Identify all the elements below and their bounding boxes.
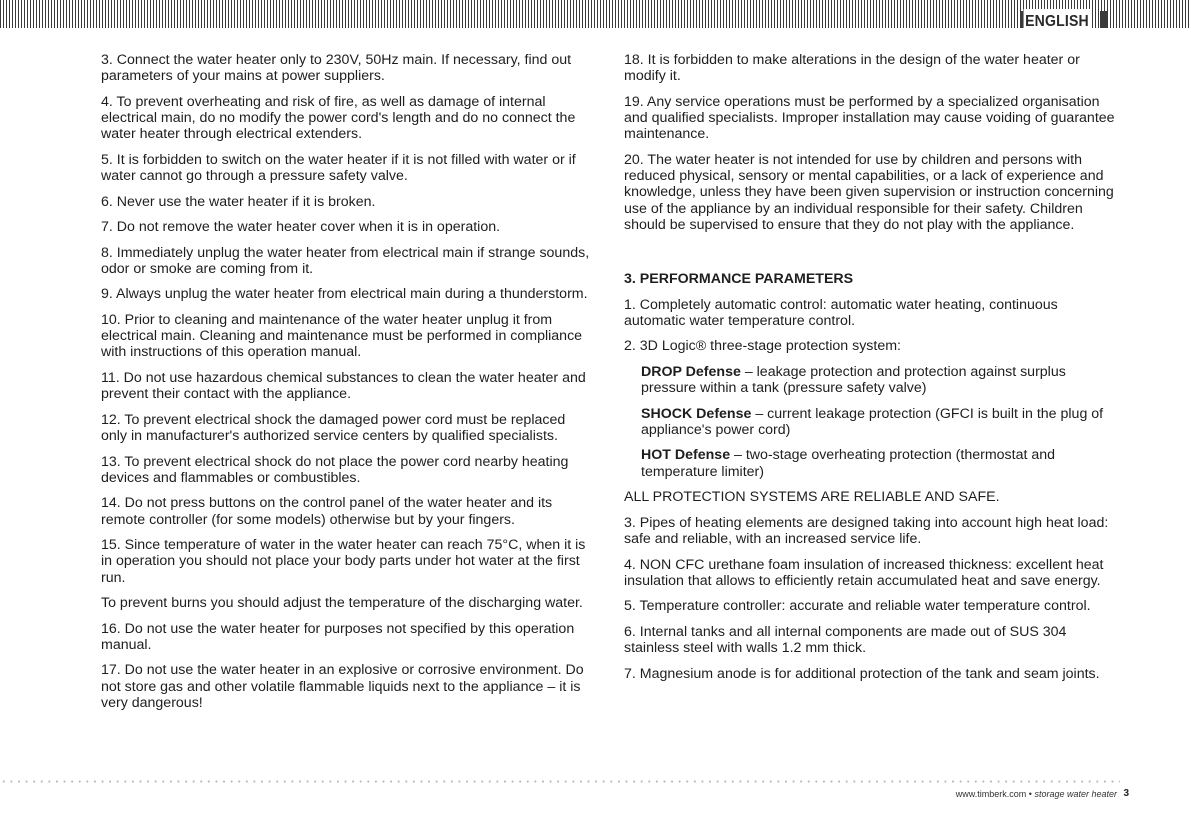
safety-item: 3. Connect the water heater only to 230V, 50Hz main. If necessary, find out parameters of your mains at power suppliers. — [101, 52, 572, 85]
performance-item: 5. Temperature controller: accurate and reliable water temperature control. — [624, 598, 1091, 615]
dotted-divider — [0, 780, 1120, 783]
defense-name: HOT Defense — [641, 447, 731, 464]
safety-item: 7. Do not remove the water heater cover when it is in operation. — [101, 219, 501, 236]
safety-item: 11. Do not use hazardous chemical substances to clean the water heater and prevent their contact with the appliance. — [101, 369, 586, 403]
safety-item: 8. Immediately unplug the water heater from electrical main if strange sounds, odor or smoke are coming from it. — [101, 244, 590, 277]
defense-item — [624, 364, 1118, 397]
safety-item: 14. Do not press buttons on the control panel of the water heater and its remote controller (for some models) otherwise but by your fingers. — [101, 495, 553, 528]
page-number: 3 — [1123, 788, 1129, 799]
footer-separator: • — [1026, 789, 1035, 799]
safety-item: 6. Never use the water heater if it is broken. — [101, 193, 376, 210]
safety-item: 13. To prevent electrical shock do not place the power cord nearby heating devices and flammables or combustibles. — [101, 453, 569, 486]
protection-statement: ALL PROTECTION SYSTEMS ARE RELIABLE AND SAFE. — [624, 489, 1000, 506]
defense-item — [624, 406, 1118, 439]
right-column — [624, 52, 1118, 691]
safety-item: 4. To prevent overheating and risk of fire, as well as damage of internal electrical main, do no modify the power cord's length and do no connect the water heater through electrical extenders. — [101, 93, 576, 143]
performance-item: 1. Completely automatic control: automatic water heating, continuous automatic water temperature control. — [624, 296, 1058, 329]
safety-item: 10. Prior to cleaning and maintenance of the water heater unplug it from electrical main. Cleaning and maintenance must be performed in compliance with instructions of this operation manual. — [101, 311, 583, 361]
language-label: ENGLISH — [1024, 9, 1091, 35]
safety-item: 15. Since temperature of water in the water heater can reach 75°C, when it is in operation you should not place your body parts under hot water at the first run. — [101, 537, 586, 586]
left-column — [101, 52, 591, 721]
footer-tagline: storage water heater — [1034, 789, 1117, 799]
defense-description: – current leakage protection (GFCI is built in the plug of appliance's power cord) — [641, 405, 1104, 438]
header-solid-segment — [1100, 11, 1108, 28]
safety-item: 16. Do not use the water heater for purposes not specified by this operation manual. — [101, 620, 575, 653]
defense-name: SHOCK Defense — [641, 405, 752, 422]
defense-name: DROP Defense — [641, 363, 741, 380]
performance-item: 4. NON CFC urethane foam insulation of increased thickness: excellent heat insulation that allows to efficiently retain accumulated heat and save energy. — [624, 556, 1104, 589]
safety-item: 9. Always unplug the water heater from electrical main during a thunderstorm. — [101, 286, 588, 303]
performance-item: 7. Magnesium anode is for additional protection of the tank and seam joints. — [624, 665, 1100, 682]
footer-text — [956, 789, 1117, 799]
safety-item: 17. Do not use the water heater in an explosive or corrosive environment. Do not store gas and other volatile flammable liquids next to the appliance – it is very dangerous! — [101, 662, 584, 712]
section-heading: 3. PERFORMANCE PARAMETERS — [624, 271, 854, 288]
performance-item: 2. 3D Logic® three-stage protection system: — [624, 338, 901, 355]
safety-item: 12. To prevent electrical shock the damaged power cord must be replaced only in manufacturer's authorized service centers by qualified specialists. — [101, 411, 566, 445]
safety-note: To prevent burns you should adjust the temperature of the discharging water. — [101, 595, 583, 612]
defense-description: – leakage protection and protection against surplus pressure within a tank (pressure safety valve) — [641, 363, 1066, 397]
defense-description: – two-stage overheating protection (thermostat and temperature limiter) — [641, 447, 1056, 480]
performance-item: 6. Internal tanks and all internal components are made out of SUS 304 stainless steel with walls 1.2 mm thick. — [624, 623, 1067, 657]
safety-item: 19. Any service operations must be performed by a specialized organisation and qualified specialists. Improper installation may cause voiding of guarantee maintenance. — [624, 93, 1115, 143]
defense-item — [624, 447, 1118, 480]
safety-item: 20. The water heater is not intended for use by children and persons with reduced physical, sensory or mental capabilities, or a lack of experience and knowledge, unless they have been given supervision or instruction concerning use of the appliance by an individual responsible for their safety. Children should be supervised to ensure that they do not play with the appliance. — [624, 151, 1114, 234]
safety-item: 18. It is forbidden to make alterations in the design of the water heater or modify it. — [624, 52, 1080, 85]
header-stripe-bar — [0, 0, 1191, 28]
performance-item: 3. Pipes of heating elements are designed taking into account high heat load: safe and reliable, with an increased service life. — [624, 514, 1109, 548]
footer-website: www.timberk.com — [955, 789, 1027, 799]
safety-item: 5. It is forbidden to switch on the water heater if it is not filled with water or if water cannot go through a pressure safety valve. — [101, 151, 576, 185]
